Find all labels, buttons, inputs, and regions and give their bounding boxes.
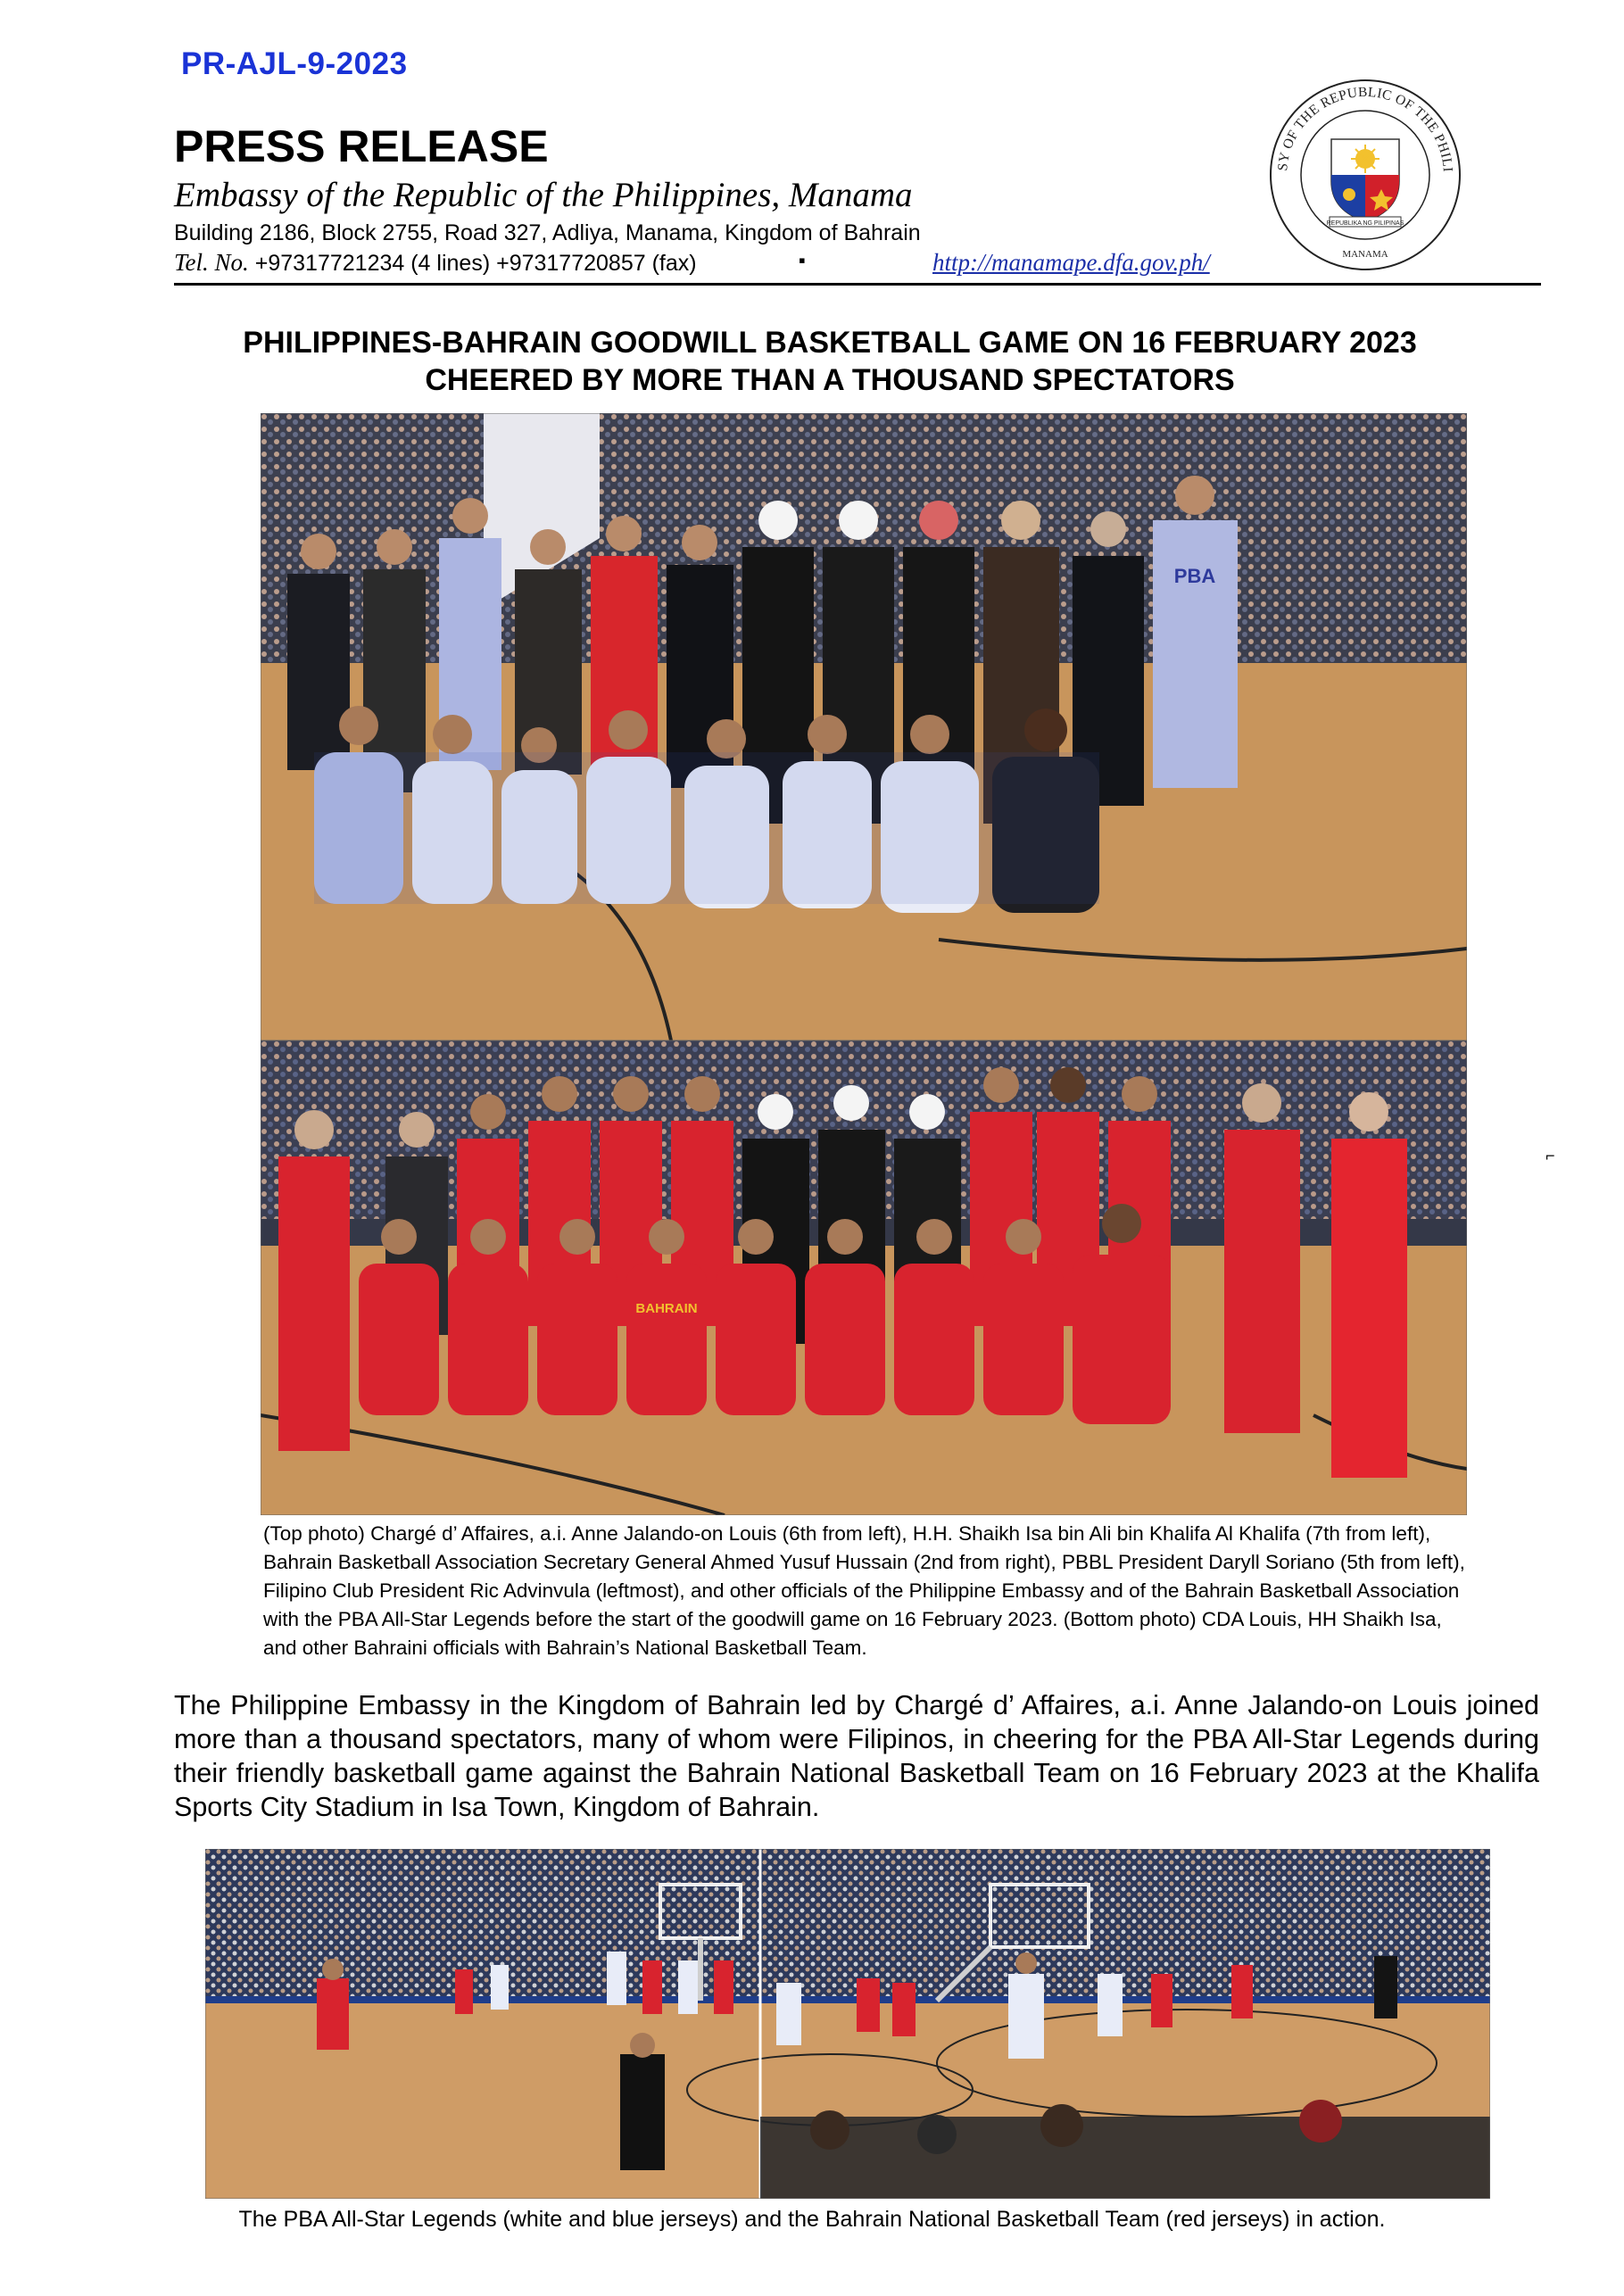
- seal-emblem-icon: [1267, 70, 1463, 277]
- embassy-name: Embassy of the Republic of the Philippines, Manama: [174, 176, 913, 214]
- page-corner-mark: ⌐: [1545, 1147, 1555, 1165]
- seal-ring-text: SY OF THE REPUBLIC OF THE PHILI: [1275, 84, 1455, 173]
- team-photos-caption: (Top photo) Chargé d’ Affaires, a.i. Anne Jalando-on Louis (6th from left), H.H. Shaikh Isa bin Ali bin Khalifa Al Khalifa (7th from left), Bahrain Basketball Association Secretary General Ahmed Yusuf Hussain (2nd from right), PBBL President Daryll Soriano (5th from left), Filipino Club President Ric Advinvula (leftmost), and other officials of the Philippine Embassy and of the Bahrain Basketball Association with the PBA All-Star Legends before the start of the goodwill game on 16 February 2023. (Bottom photo) CDA Louis, HH Shaikh Isa, and other Bahraini officials with Bahrain’s National Basketball Team.: [263, 1522, 1465, 1659]
- embassy-address: Building 2186, Block 2755, Road 327, Adliya, Manama, Kingdom of Bahrain: [174, 220, 921, 245]
- headline-line-2: CHEERED BY MORE THAN A THOUSAND SPECTATORS: [425, 363, 1235, 397]
- bottom-team-photo: [261, 1040, 1467, 1515]
- game-action-photo: [205, 1849, 1490, 2199]
- seal-bottom-text: MANAMA: [1342, 249, 1388, 260]
- contact-row: [174, 249, 1245, 277]
- bahrain-jersey-text: BAHRAIN: [635, 1301, 698, 1316]
- seal-banner-text: REPUBLIKA NG PILIPINAS: [1326, 220, 1404, 227]
- tel-numbers: +97317721234 (4 lines) +97317720857 (fax): [248, 251, 697, 276]
- separator-bullet: ▪: [799, 249, 806, 271]
- header-divider: [174, 283, 1541, 286]
- headline-line-1: PHILIPPINES-BAHRAIN GOODWILL BASKETBALL GAME ON 16 FEBRUARY 2023: [243, 326, 1417, 360]
- game-photo-caption: The PBA All-Star Legends (white and blue jerseys) and the Bahrain National Basketball Team (red jerseys) in action.: [238, 2207, 1386, 2232]
- top-team-photo: [261, 413, 1467, 1040]
- press-release-reference: PR-AJL-9-2023: [181, 46, 408, 81]
- article-body-paragraph: The Philippine Embassy in the Kingdom of Bahrain led by Chargé d’ Affaires, a.i. Anne Jalando-on Louis joined more than a thousand spectators, many of whom were Filipinos, in cheering for the PBA All-Star Legends during their friendly basketball game against the Bahrain National Basketball Team on 16 February 2023 at the Khalifa Sports City Stadium in Isa Town, Kingdom of Bahrain.: [174, 1690, 1539, 1822]
- tel-label: Tel. No.: [174, 249, 249, 276]
- website-link[interactable]: http://manamape.dfa.gov.ph/: [932, 249, 1210, 276]
- pba-jersey-text: PBA: [1173, 565, 1216, 587]
- embassy-seal: [1267, 70, 1463, 277]
- article-headline: [178, 324, 1481, 399]
- press-release-title: PRESS RELEASE: [174, 121, 549, 171]
